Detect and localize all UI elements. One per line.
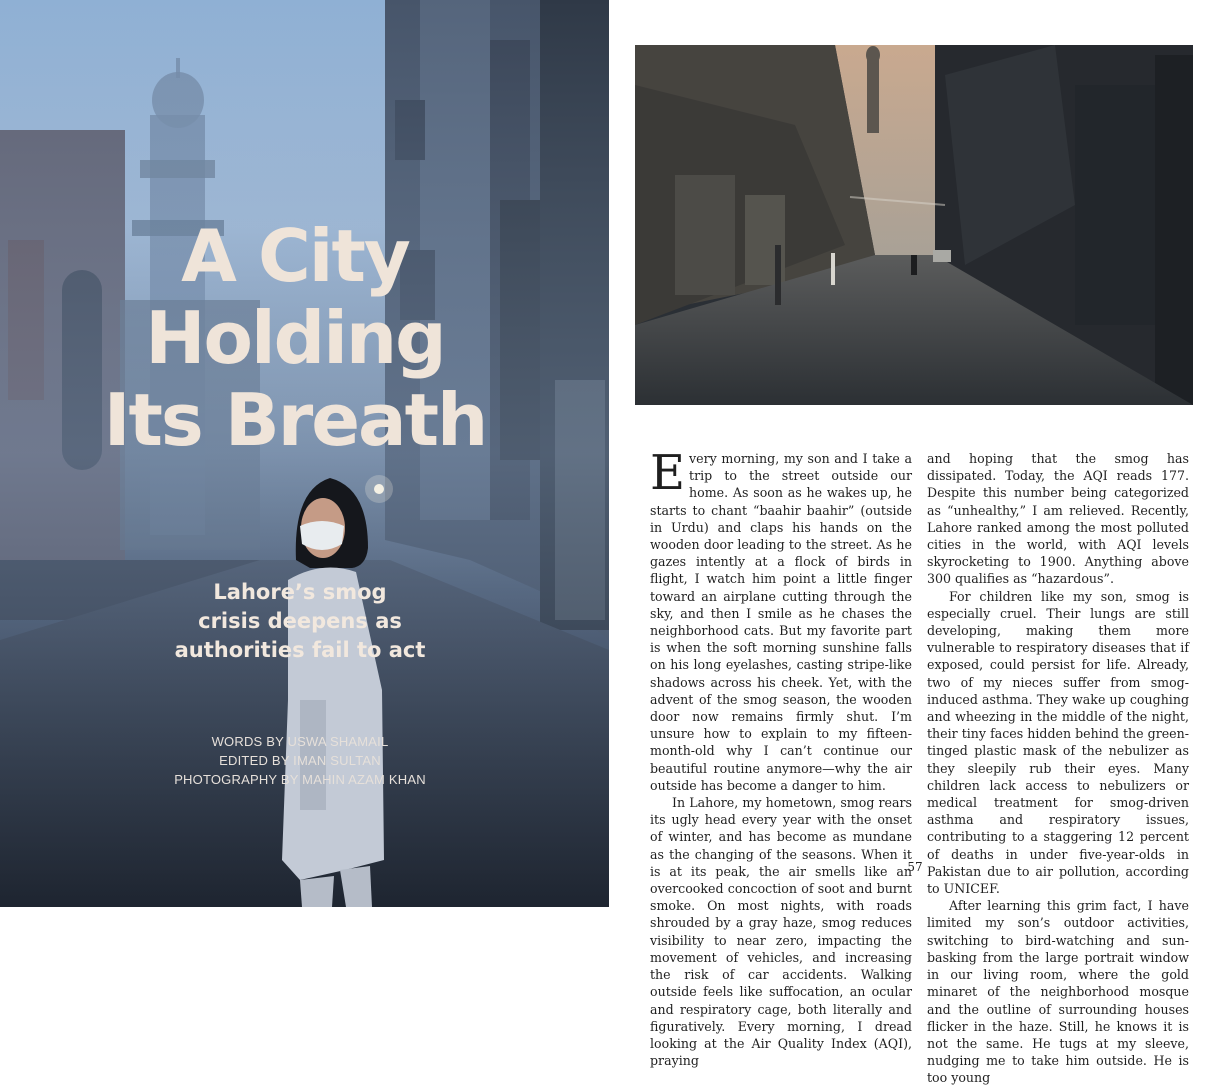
subhead [160, 578, 440, 665]
headline-line: A City [181, 214, 409, 298]
street-photo [635, 45, 1193, 405]
page-number: 57 [907, 860, 923, 874]
article-paragraph: After learning this grim fact, I have limited my son’s outdoor activities, switching to bird-watching and sun-basking from the large portrait window in our living room, where the gold minaret of the neighborhood mosque and the outline of surrounding houses flicker in the haze. Still, he knows it is not the same. He tugs at my sleeve, nudging me to take him outside. He is too young [927, 898, 1189, 1086]
credit-photography: PHOTOGRAPHY BY MAHIN AZAM KHAN [174, 772, 426, 787]
subhead-line: authorities fail to act [174, 638, 426, 662]
credits [150, 732, 450, 789]
credit-words: WORDS BY USWA SHAMAIL [211, 734, 389, 749]
subhead-line: crisis deepens as [198, 609, 402, 633]
article-paragraph: and hoping that the smog has dissipated. Today, the AQI reads 177. Despite this number being categorized as “unhealthy,” I am relieved. Recently, Lahore ranked among the most polluted cities in the world, with AQI levels skyrocketing to 1900. Anything above 300 qualifies as “hazardous”. [927, 451, 1189, 587]
drop-cap: E [650, 445, 686, 501]
paragraph-text: very morning, my son and I take a trip to the street outside our home. As soon as he wakes up, he starts to chant “baahir baahir” (outside in Urdu) and claps his hands on the wooden door leading to the street. As he gazes intently at a flock of birds in flight, I watch him point a little finger toward an airplane cutting through the sky, and then I smile as he chases the neighborhood cats. But my favorite part is when the soft morning sunshine falls on his long eyelashes, casting stripe-like shadows across his cheek. Yet, with the advent of the smog season, the wooden door now remains firmly shut. I’m unsure how to explain to my fifteen-month-old why I can’t continue our beautiful routine anymore—why the air outside has become a danger to him. [650, 451, 912, 793]
article-paragraph: In Lahore, my hometown, smog rears its ugly head every year with the onset of winter, and has become as mundane as the changing of the seasons. When it is at its peak, the air smells like an overcooked concoction of soot and burnt smoke. On most nights, with roads shrouded by a gray haze, smog reduces visibility to near zero, impacting the movement of vehicles, and increasing the risk of car accidents. Walking outside feels like suffocation, an ocular and respiratory cage, both literally and figuratively. Every morning, I dread looking at the Air Quality Index (AQI), praying [650, 795, 912, 1069]
subhead-line: Lahore’s smog [213, 580, 387, 604]
article-column-left [650, 445, 912, 1069]
headline-line: Holding [145, 296, 445, 380]
bazaar-street-image [635, 45, 1193, 405]
article-paragraph [650, 445, 912, 794]
left-page-photo [0, 0, 609, 907]
article-column-right [927, 450, 1189, 1087]
credit-edited: EDITED BY IMAN SULTAN [219, 753, 381, 768]
headline-line: Its Breath [103, 378, 487, 462]
article-paragraph: For children like my son, smog is especially cruel. Their lungs are still developing, making them more vulnerable to respiratory diseases that if exposed, could persist for life. Already, two of my nieces suffer from smog-induced asthma. They wake up coughing and wheezing in the middle of the night, their tiny faces hidden behind the green-tinged plastic mask of the nebulizer as they sleepily rub their eyes. Many children lack access to nebulizers or medical treatment for smog-driven asthma and respiratory issues, contributing to a staggering 12 percent of deaths in under five-year-olds in Pakistan due to air pollution, according to UNICEF. [927, 588, 1189, 897]
headline [60, 215, 530, 461]
